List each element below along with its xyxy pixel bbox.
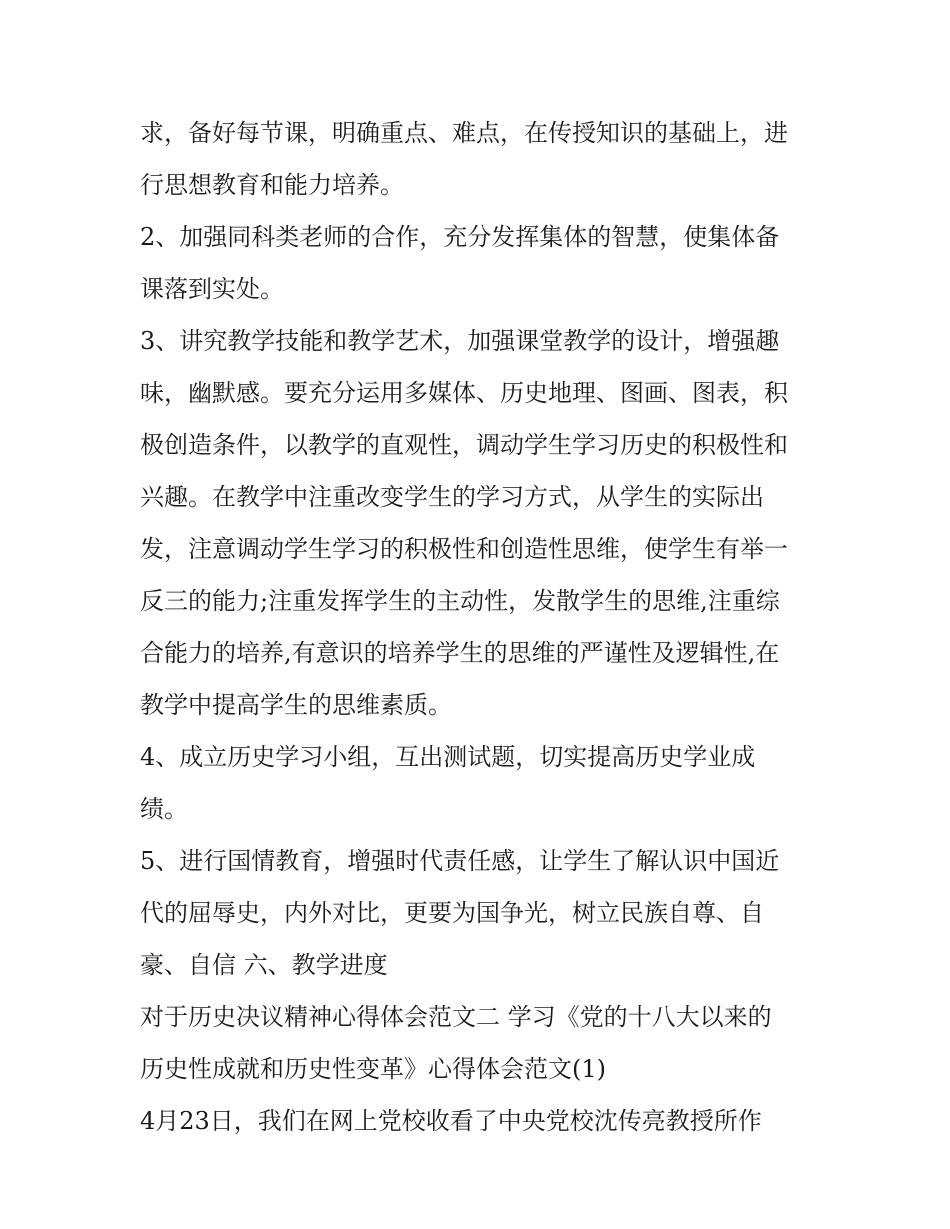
text-line: 2、加强同科类老师的合作，充分发挥集体的智慧，使集体备 — [140, 223, 780, 251]
text-line: 行思想教育和能力培养。 — [140, 171, 404, 199]
text-line: 5、进行国情教育，增强时代责任感，让学生了解认识中国近 — [140, 847, 780, 875]
text-line: 3、讲究教学技能和教学艺术，加强课堂教学的设计，增强趣 — [140, 327, 780, 355]
text-line: 4、成立历史学习小组，互出测试题，切实提高历史学业成 — [140, 743, 756, 771]
text-line: 反三的能力;注重发挥学生的主动性，发散学生的思维,注重综 — [140, 587, 780, 615]
text-line: 对于历史决议精神心得体会范文二 学习《党的十八大以来的 — [140, 1003, 772, 1031]
text-line: 发，注意调动学生学习的积极性和创造性思维，使学生有举一 — [140, 535, 788, 563]
text-line: 豪、自信 六、教学进度 — [140, 951, 388, 979]
text-line: 兴趣。在教学中注重改变学生的学习方式，从学生的实际出 — [140, 483, 764, 511]
text-line: 味，幽默感。要充分运用多媒体、历史地理、图画、图表，积 — [140, 379, 788, 407]
text-line: 历史性成就和历史性变革》心得体会范文(1) — [140, 1055, 606, 1083]
text-line: 课落到实处。 — [140, 275, 284, 303]
text-line: 代的屈辱史，内外对比，更要为国争光，树立民族自尊、自 — [140, 899, 764, 927]
document-body — [140, 107, 840, 1147]
text-line: 4月23日，我们在网上党校收看了中央党校沈传亮教授所作 — [140, 1107, 762, 1135]
text-line: 极创造条件，以教学的直观性，调动学生学习历史的积极性和 — [140, 431, 788, 459]
text-line: 绩。 — [140, 795, 188, 823]
text-line: 求，备好每节课，明确重点、难点，在传授知识的基础上，进 — [140, 119, 788, 147]
text-line: 教学中提高学生的思维素质。 — [140, 691, 452, 719]
text-line: 合能力的培养,有意识的培养学生的思维的严谨性及逻辑性,在 — [140, 639, 780, 667]
